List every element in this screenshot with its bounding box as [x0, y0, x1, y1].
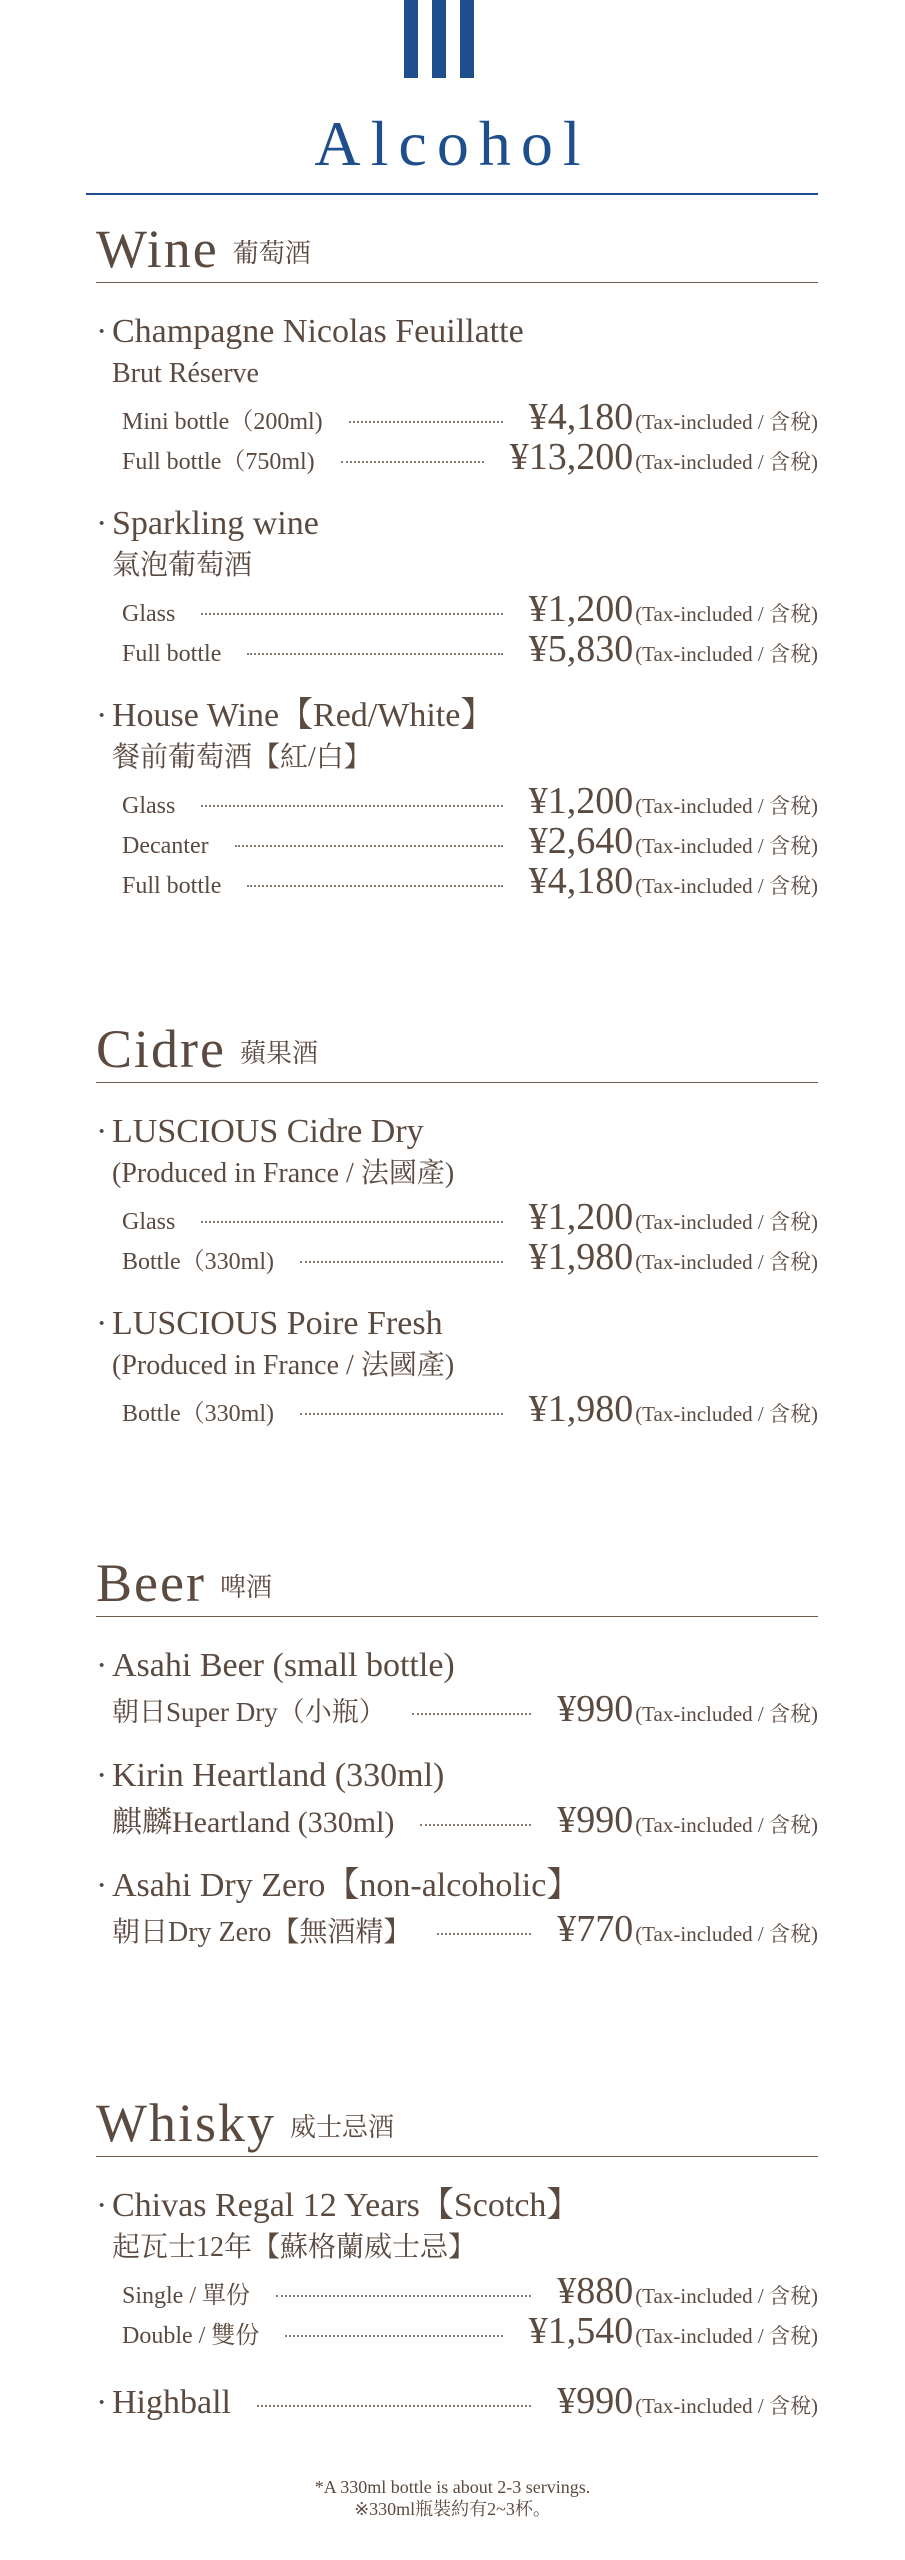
tax-note: (Tax-included / 含稅): [635, 2324, 818, 2348]
price-label: Bottle（330ml): [122, 1249, 274, 1275]
section-subtitle: 啤酒: [219, 1573, 272, 1602]
price-label: Full bottle: [122, 641, 222, 667]
item-name: LUSCIOUS Cidre Dry: [112, 1113, 424, 1150]
dot-leader: [300, 1413, 503, 1415]
section-subtitle: 葡萄酒: [232, 239, 311, 268]
price-row: [96, 859, 818, 902]
item-name: Kirin Heartland (330ml): [112, 1757, 445, 1794]
price-label: 麒麟Heartland (330ml): [112, 1806, 395, 1839]
section-header: [96, 2093, 818, 2157]
item-subname: Brut Réserve: [112, 358, 259, 389]
price-row: [96, 2309, 818, 2352]
price-value: ¥770: [557, 1908, 634, 1950]
item-subname: (Produced in France / 法國產): [112, 1350, 455, 1381]
price-label: Glass: [122, 601, 176, 627]
footnote: [0, 2476, 905, 2520]
dot-leader: [276, 2295, 531, 2297]
menu-item: · Chivas Regal 12 Years【Scotch】 起瓦士12年【蘇格蘭威士忌】 Single / 單份 ¥880 (Tax-included / 含稅) Double / 雙份 ¥1,540 (Tax-included / 含稅): [96, 2187, 818, 2352]
dot-leader: [437, 1933, 531, 1935]
title-divider: [86, 193, 818, 195]
dot-leader: [247, 885, 502, 887]
price-label: Full bottle（750ml): [122, 449, 315, 475]
price-label: 朝日Super Dry（小瓶）: [112, 1697, 386, 1727]
price-value: ¥4,180: [528, 860, 634, 902]
section-header: [96, 1019, 818, 1083]
item-subname: 氣泡葡萄酒: [112, 550, 253, 581]
menu-item: · Asahi Beer (small bottle) 朝日Super Dry（小瓶） ¥990 (Tax-included / 含稅): [96, 1647, 818, 1730]
price-value: ¥13,200: [509, 436, 634, 478]
section-title: Beer: [96, 1553, 206, 1613]
dot-leader: [201, 613, 502, 615]
price-label: Glass: [122, 1209, 176, 1235]
price-row: · Highball ¥990 (Tax-included / 含稅): [96, 2380, 818, 2422]
price-label: Single / 單份: [122, 2283, 251, 2309]
item-name: Asahi Dry Zero【non-alcoholic】: [112, 1867, 581, 1904]
dot-leader: [257, 2405, 531, 2407]
cidre-section: [96, 1019, 818, 1430]
price-row: [96, 779, 818, 822]
dot-leader: [235, 845, 503, 847]
price-row: [96, 1235, 818, 1278]
tax-note: (Tax-included / 含稅): [635, 1922, 818, 1946]
menu-item: · Asahi Dry Zero【non-alcoholic】 朝日Dry Zero【無酒精】 ¥770 (Tax-included / 含稅): [96, 1867, 818, 1950]
price-value: ¥1,200: [528, 1196, 634, 1238]
price-value: ¥1,980: [528, 1236, 634, 1278]
price-label: Decanter: [122, 833, 209, 859]
item-name: Sparkling wine: [112, 505, 319, 542]
price-value: ¥4,180: [528, 396, 634, 438]
whisky-section: [96, 2093, 818, 2422]
price-value: ¥1,540: [528, 2310, 634, 2352]
section-subtitle: 威士忌酒: [290, 2113, 395, 2142]
price-value: ¥990: [557, 1688, 634, 1730]
price-row: [96, 1387, 818, 1430]
tax-note: (Tax-included / 含稅): [635, 2394, 818, 2418]
dot-leader: [201, 1221, 502, 1223]
beer-section: [96, 1553, 818, 1950]
item-subname: 餐前葡萄酒【紅/白】: [112, 742, 372, 773]
section-title: Whisky: [96, 2093, 276, 2153]
tax-note: (Tax-included / 含稅): [635, 834, 818, 858]
section-header: [96, 1553, 818, 1617]
price-value: ¥990: [557, 2380, 634, 2422]
tax-note: (Tax-included / 含稅): [635, 1402, 818, 1426]
dot-leader: [300, 1261, 503, 1263]
dot-leader: [412, 1713, 531, 1715]
price-value: ¥990: [557, 1799, 634, 1841]
item-subname: (Produced in France / 法國產): [112, 1158, 455, 1189]
dot-leader: [285, 2335, 502, 2337]
tax-note: (Tax-included / 含稅): [635, 410, 818, 434]
tax-note: (Tax-included / 含稅): [635, 2284, 818, 2308]
price-label: 朝日Dry Zero【無酒精】: [112, 1917, 412, 1948]
price-row: [96, 1195, 818, 1238]
section-subtitle: 蘋果酒: [239, 1039, 318, 1068]
header-bar-decoration: [404, 0, 418, 78]
tax-note: (Tax-included / 含稅): [635, 874, 818, 898]
item-name: Chivas Regal 12 Years【Scotch】: [112, 2187, 581, 2224]
price-row: [96, 627, 818, 670]
price-row: [96, 435, 818, 478]
dot-leader: [349, 421, 503, 423]
footnote-line: *A 330ml bottle is about 2-3 servings.: [314, 2477, 591, 2497]
price-value: ¥2,640: [528, 820, 634, 862]
tax-note: (Tax-included / 含稅): [635, 642, 818, 666]
wine-section: [96, 219, 818, 902]
price-value: ¥1,200: [528, 588, 634, 630]
item-name: LUSCIOUS Poire Fresh: [112, 1305, 443, 1342]
header-bar-decoration: [432, 0, 446, 78]
price-label: Full bottle: [122, 873, 222, 899]
price-label: Bottle（330ml): [122, 1401, 274, 1427]
tax-note: (Tax-included / 含稅): [635, 794, 818, 818]
price-value: ¥1,980: [528, 1388, 634, 1430]
price-row: [96, 395, 818, 438]
header-bar-decoration: [460, 0, 474, 78]
price-label: Mini bottle（200ml): [122, 409, 323, 435]
tax-note: (Tax-included / 含稅): [635, 450, 818, 474]
tax-note: (Tax-included / 含稅): [635, 1702, 818, 1726]
menu-item: · Sparkling wine 氣泡葡萄酒 Glass ¥1,200 (Tax-included / 含稅) Full bottle ¥5,830 (Tax-included / 含稅): [96, 505, 818, 670]
price-row: [96, 819, 818, 862]
tax-note: (Tax-included / 含稅): [635, 602, 818, 626]
price-value: ¥1,200: [528, 780, 634, 822]
footnote-line: ※330ml瓶裝約有2~3杯。: [354, 2499, 551, 2519]
menu-item: · Champagne Nicolas Feuillatte Brut Réserve Mini bottle（200ml) ¥4,180 (Tax-included / 含稅) Full bottle（750ml) ¥13,200 (Tax-included / 含稅): [96, 313, 818, 478]
section-header: [96, 219, 818, 283]
menu-item: · House Wine【Red/White】 餐前葡萄酒【紅/白】 Glass ¥1,200 (Tax-included / 含稅) Decanter ¥2,640 (Tax-included / 含稅) Full bottle ¥4,180 (Tax-included / 含稅): [96, 697, 818, 902]
section-title: Wine: [96, 219, 219, 279]
menu-item: · LUSCIOUS Poire Fresh (Produced in France / 法國產) Bottle（330ml) ¥1,980 (Tax-included / 含稅): [96, 1305, 818, 1430]
item-name: Asahi Beer (small bottle): [112, 1647, 455, 1684]
dot-leader: [341, 461, 484, 463]
page-title: Alcohol: [314, 108, 591, 179]
menu-item: · LUSCIOUS Cidre Dry (Produced in France / 法國產) Glass ¥1,200 (Tax-included / 含稅) Bottle（330ml) ¥1,980 (Tax-included / 含稅): [96, 1113, 818, 1278]
price-row: [96, 2269, 818, 2312]
dot-leader: [420, 1824, 531, 1826]
price-label: Double / 雙份: [122, 2323, 260, 2349]
price-label: Glass: [122, 793, 176, 819]
price-value: ¥880: [557, 2270, 634, 2312]
menu-item: · Kirin Heartland (330ml) 麒麟Heartland (330ml) ¥990 (Tax-included / 含稅): [96, 1757, 818, 1841]
item-subname: 起瓦士12年【蘇格蘭威士忌】: [112, 2232, 477, 2263]
item-name: Champagne Nicolas Feuillatte: [112, 313, 524, 350]
section-title: Cidre: [96, 1019, 226, 1079]
price-row: [96, 587, 818, 630]
item-name: Highball: [112, 2384, 231, 2421]
item-name: House Wine【Red/White】: [112, 697, 495, 734]
dot-leader: [247, 653, 502, 655]
tax-note: (Tax-included / 含稅): [635, 1250, 818, 1274]
tax-note: (Tax-included / 含稅): [635, 1210, 818, 1234]
dot-leader: [201, 805, 502, 807]
price-value: ¥5,830: [528, 628, 634, 670]
tax-note: (Tax-included / 含稅): [635, 1813, 818, 1837]
menu-item: [96, 2379, 818, 2422]
